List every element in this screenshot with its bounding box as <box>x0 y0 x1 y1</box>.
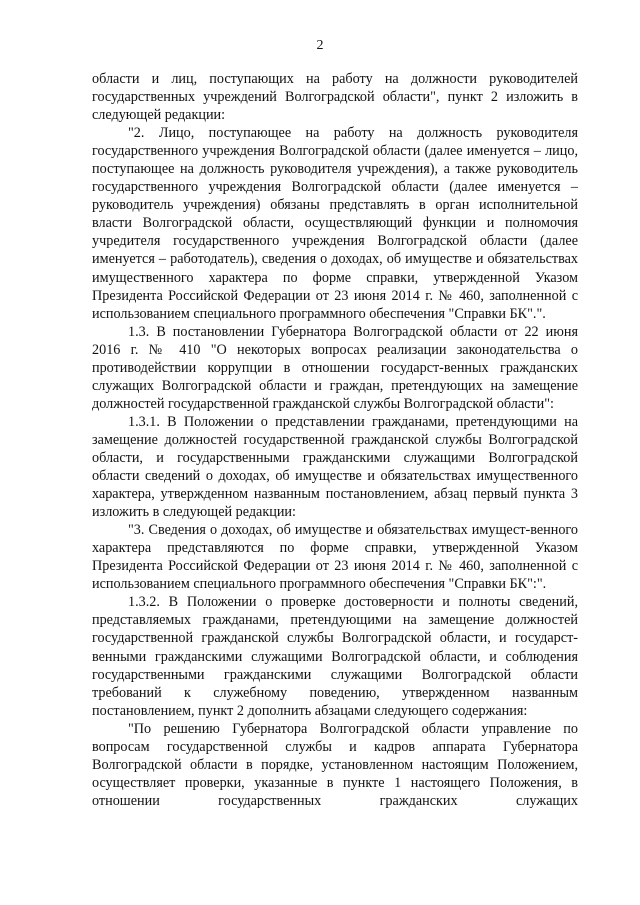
paragraph-point-3-text: "3. Сведения о доходах, об имуществе и обязательствах имущест-венного характера представляются по форме справки, утвержденной Указом Президента Российской Федерации от 23 июня 2014 г. № 460, заполненной с использованием специального программного обеспечения "Справки БК":". <box>92 522 578 593</box>
paragraph-1-3: 1.3. В постановлении Губернатора Волгоградской области от 22 июня 2016 г. № 410 "О некоторых вопросах реализации законодательства о противодействии коррупции в отношении государст-венных гражданских служащих Волгоградской области и граждан, претендующих на замещение должностей государственной гражданской службы Волгоградской области": <box>92 323 578 412</box>
paragraph-point-2-text: "2. Лицо, поступающее на работу на должность руководителя государственного учреждения Волгоградской области (далее именуется – лицо, поступающее на должность руководителя учреждения), а также руководитель государственного учреждения Волгоградской области (далее именуется – руководитель учреждения) обязаны представлять в орган исполнительной власти Волгоградской области, осуществляющий функции и полномочия учредителя государственного учреждения Волгоградской области (далее именуется – работодатель), сведения о доходах, об имуществе и обязательствах имущественного характера по форме справки, утвержденной Указом Президента Российской Федерации от 23 июня 2014 г. № 460, заполненной с использованием специального программного обеспечения "Справки БК".". <box>92 125 578 322</box>
page-number: 2 <box>316 38 324 53</box>
document-body <box>92 70 578 810</box>
paragraph-added-text: "По решению Губернатора Волгоградской области управление по вопросам государственной службы и кадров аппарата Губернатора Волгоградской области в порядке, установленном настоящим Положением, осуществляет проверки, указанные в пункте 1 настоящего Положения, в отношении государственных гражданских служащих <box>92 720 578 809</box>
paragraph-1-3-2: 1.3.2. В Положении о проверке достоверности и полноты сведений, представляемых гражданами, претендующими на замещение должностей государственной гражданской службы Волгоградской области, и государст-венными гражданскими служащими Волгоградской области, и соблюдения государственными гражданскими служащими Волгоградской области требований к служебному поведению, утвержденном названным постановлением, пункт 2 дополнить абзацами следующего содержания: <box>92 594 578 719</box>
paragraph-1-3-1: 1.3.1. В Положении о представлении гражданами, претендующими на замещение должностей государственной гражданской службы Волгоградской области, и государственными гражданскими служащими Волгоградской области сведений о доходах, об имуществе и обязательствах имущественного характера, утвержденном названным постановлением, абзац первый пункта 3 изложить в следующей редакции: <box>92 413 578 521</box>
paragraph-continuation: области и лиц, поступающих на работу на должности руководителей государственных учреждений Волгоградской области", пункт 2 изложить в следующей редакции: <box>92 71 578 124</box>
